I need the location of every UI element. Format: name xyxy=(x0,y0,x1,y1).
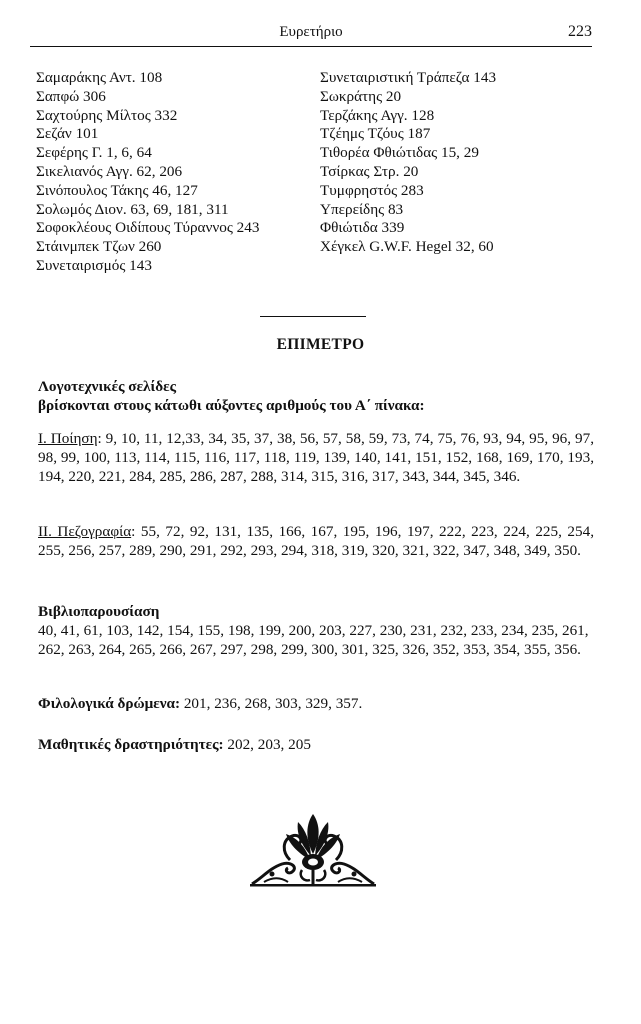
page-number: 223 xyxy=(568,23,592,40)
index-entry: Υπερείδης 83 xyxy=(320,200,404,218)
book-review-section xyxy=(38,602,594,659)
index-entry: Τιθορέα Φθιώτιδας 15, 29 xyxy=(320,144,479,162)
supplement-title: ΕΠΙΜΕΤΡΟ xyxy=(276,336,365,353)
index-entry: Σολωμός Διον. 63, 69, 181, 311 xyxy=(36,200,229,218)
index-entry: Σινόπουλος Τάκης 46, 127 xyxy=(36,181,198,199)
index-entry: Σαπφώ 306 xyxy=(36,87,106,105)
index-entry: Χέγκελ G.W.F. Hegel 32, 60 xyxy=(320,238,494,256)
index-entry: Σαχτούρης Μίλτος 332 xyxy=(36,106,178,124)
learning-label: Μαθητικές δραστηριότητες: xyxy=(38,736,224,753)
index-entry: Σικελιανός Αγγ. 62, 206 xyxy=(36,162,183,180)
intro-line: βρίσκονται στους κάτωθι αύξοντες αριθμούς του Α΄ πίνακα: xyxy=(38,397,425,414)
index-entry: Σοφοκλέους Οιδίπους Τύραννος 243 xyxy=(36,219,260,237)
supplement-intro xyxy=(38,377,594,415)
index-entry: Συνεταιριστική Τράπεζα 143 xyxy=(320,69,497,86)
index-entry: Τυμφρηστός 283 xyxy=(320,181,424,199)
intro-line: Λογοτεχνικές σελίδες xyxy=(38,378,177,395)
book-review-numbers: 40, 41, 61, 103, 142, 154, 155, 198, 199, 200, 203, 227, 230, 231, 232, 233, 234, 235, 261, 262, 263, 264, 265, 266, 267, 297, 298, 299, 300, 301, 325, 326, 352, 353, 354, 355, 356. xyxy=(38,622,589,658)
philology-events-section xyxy=(38,694,594,713)
index-entry: Σαμαράκης Αντ. 108 xyxy=(36,69,163,86)
header-title: Ευρετήριο xyxy=(279,24,343,40)
index-entry: Σωκράτης 20 xyxy=(320,87,402,105)
section-divider xyxy=(260,316,366,317)
index-entry: Τσίρκας Στρ. 20 xyxy=(320,162,419,180)
index-entry: Σεφέρης Γ. 1, 6, 64 xyxy=(36,144,152,162)
index-column-right xyxy=(320,69,610,257)
index-entry: Τζέημς Τζόυς 187 xyxy=(320,125,431,143)
index-entry: Σεζάν 101 xyxy=(36,125,99,143)
learning-numbers: 202, 203, 205 xyxy=(223,736,311,753)
index-entry: Συνεταιρισμός 143 xyxy=(36,256,152,274)
poetry-numbers: : 9, 10, 11, 12,33, 34, 35, 37, 38, 56, 57, 58, 59, 73, 74, 75, 76, 93, 94, 95, 96, 97, 98, 99, 100, 113, 114, 115, 116, 117, 118, 119, 139, 140, 141, 151, 152, 168, 169, 170, 193, 194, 220, 221, 284, 285, 286, 287, 288, 314, 315, 316, 317, 343, 344, 345, 346. xyxy=(38,430,594,485)
index-entry: Τερζάκης Αγγ. 128 xyxy=(320,106,435,124)
prose-label: ΙΙ. Πεζογραφία xyxy=(38,523,132,540)
prose-section xyxy=(38,522,594,560)
poetry-label: Ι. Ποίηση xyxy=(38,430,98,447)
index-entry: Στάινμπεκ Τζων 260 xyxy=(36,238,162,256)
index-entry: Φθιώτιδα 339 xyxy=(320,219,405,237)
running-header xyxy=(30,22,592,47)
index-column-left xyxy=(36,69,326,276)
philology-label: Φιλολογικά δρώμενα: xyxy=(38,695,181,712)
philology-numbers: 201, 236, 268, 303, 329, 357. xyxy=(180,695,363,712)
book-review-label: Βιβλιοπαρουσίαση xyxy=(38,603,160,620)
poetry-section xyxy=(38,429,594,486)
prose-numbers: : 55, 72, 92, 131, 135, 166, 167, 195, 196, 197, 222, 223, 224, 225, 254, 255, 256, 257, 289, 290, 291, 292, 293, 294, 318, 319, 320, 321, 322, 347, 348, 349, 350. xyxy=(38,523,594,559)
student-activities-section xyxy=(38,735,594,754)
palmette-ornament-icon xyxy=(248,808,378,890)
